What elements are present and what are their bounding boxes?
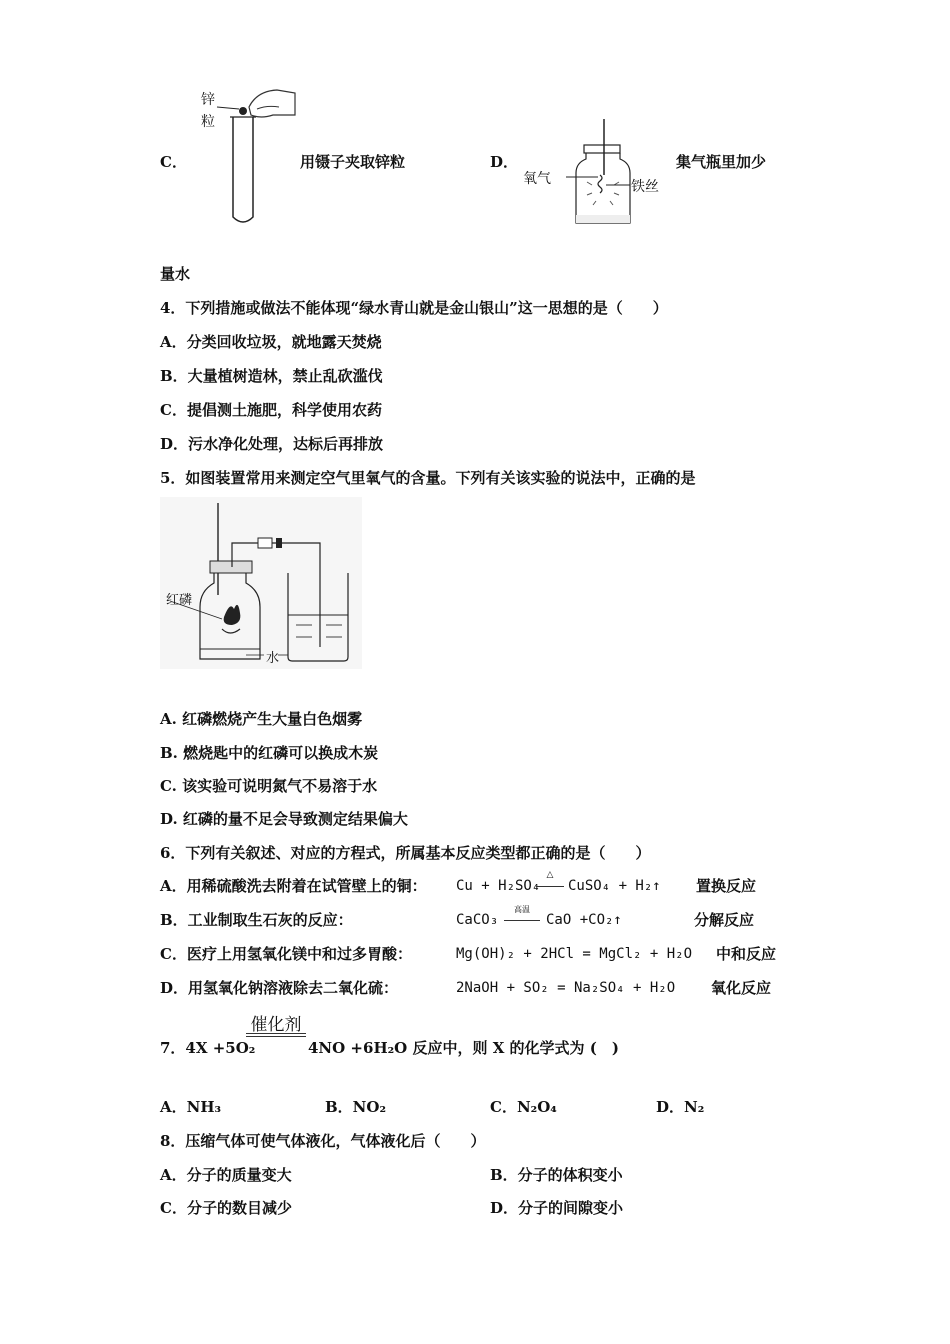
q4-stem: 4．下列措施或做法不能体现“绿水青山就是金山银山”这一思想的是（ ）: [160, 299, 668, 317]
q7-option-b: B．NO₂: [325, 1098, 387, 1116]
iron-wire-label: 铁丝: [631, 179, 659, 195]
q5-option-b: B. 燃烧匙中的红磷可以换成木炭: [160, 744, 379, 762]
q7-arrow-line-1: [246, 1033, 306, 1034]
q7-option-a: A．NH₃: [160, 1098, 222, 1116]
q7-arrow-line-2: [246, 1036, 306, 1037]
q4-option-b: B．大量植树造林，禁止乱砍滥伐: [160, 367, 383, 385]
q3-option-c-letter: C．: [160, 153, 187, 171]
q7-catalyst: 催化剂: [250, 1015, 302, 1034]
q6-option-d-text: D．用氢氧化钠溶液除去二氧化硫：: [160, 979, 399, 997]
q6-option-b-type: 分解反应: [694, 911, 755, 929]
q8-option-a: A．分子的质量变大: [160, 1166, 292, 1184]
q3-option-c-text: 用镊子夹取锌粒: [300, 153, 406, 171]
q4-option-c: C．提倡测土施肥，科学使用农药: [160, 401, 382, 419]
water-label: 水: [266, 651, 280, 666]
q6-option-d-type: 氧化反应: [711, 979, 772, 997]
q7-option-c: C．N₂O₄: [490, 1098, 557, 1116]
q7-stem-right: 4NO +6H₂O 反应中，则 X 的化学式为 ( ): [308, 1039, 619, 1057]
red-phosphorus-label: 红磷: [166, 593, 193, 608]
q8-option-b: B．分子的体积变小: [490, 1166, 623, 1184]
q8-option-c: C．分子的数目减少: [160, 1199, 292, 1217]
q6-option-b-condition: 高温: [514, 905, 530, 914]
q6-option-b-eq-left: CaCO₃: [456, 912, 499, 928]
q3-option-d-text: 集气瓶里加少: [676, 153, 767, 171]
q3-option-d-letter: D．: [490, 153, 519, 171]
q6-option-c-text: C．医疗上用氢氧化镁中和过多胃酸：: [160, 945, 412, 963]
q6-option-a-text: A．用稀硫酸洗去附着在试管壁上的铜：: [160, 877, 427, 895]
oxygen-measure-apparatus-figure: [160, 497, 362, 669]
q5-option-d: D. 红磷的量不足会导致测定结果偏大: [160, 810, 408, 828]
zinc-label-2: 粒: [201, 114, 215, 130]
q4-option-a: A．分类回收垃圾，就地露天焚烧: [160, 333, 382, 351]
q5-stem: 5．如图装置常用来测定空气里氧气的含量。下列有关该实验的说法中，正确的是: [160, 469, 696, 487]
zinc-label-1: 锌: [201, 92, 215, 108]
q6-option-a-arrow-line: [536, 886, 564, 887]
q6-option-d-eq: 2NaOH + SO₂ = Na₂SO₄ + H₂O: [456, 980, 676, 996]
oxygen-label: 氧气: [523, 171, 551, 187]
q5-option-a: A. 红磷燃烧产生大量白色烟雾: [160, 710, 363, 728]
q6-option-a-type: 置换反应: [696, 877, 757, 895]
q6-option-a-eq-left: Cu + H₂SO₄: [456, 878, 541, 894]
q4-option-d: D．污水净化处理，达标后再排放: [160, 435, 384, 453]
q8-option-d: D．分子的间隙变小: [490, 1199, 624, 1217]
q7-option-d: D．N₂: [656, 1098, 705, 1116]
q8-stem: 8．压缩气体可使气体液化，气体液化后（ ）: [160, 1132, 486, 1150]
q6-option-a-eq-right: CuSO₄ + H₂↑: [568, 878, 661, 894]
q7-stem-left: 7．4X +5O₂: [160, 1039, 256, 1057]
q3-option-d-continued: 量水: [160, 265, 191, 283]
q6-option-b-text: B．工业制取生石灰的反应：: [160, 911, 353, 929]
q6-option-b-arrow-line: [504, 920, 540, 921]
q6-option-c-type: 中和反应: [716, 945, 777, 963]
q5-option-c: C. 该实验可说明氮气不易溶于水: [160, 777, 378, 795]
q6-option-b-eq-right: CaO +CO₂↑: [546, 912, 622, 928]
q6-option-a-condition: △: [546, 870, 554, 880]
q6-option-c-eq: Mg(OH)₂ + 2HCl = MgCl₂ + H₂O: [456, 946, 693, 962]
q6-stem: 6．下列有关叙述、对应的方程式，所属基本反应类型都正确的是（ ）: [160, 844, 651, 862]
